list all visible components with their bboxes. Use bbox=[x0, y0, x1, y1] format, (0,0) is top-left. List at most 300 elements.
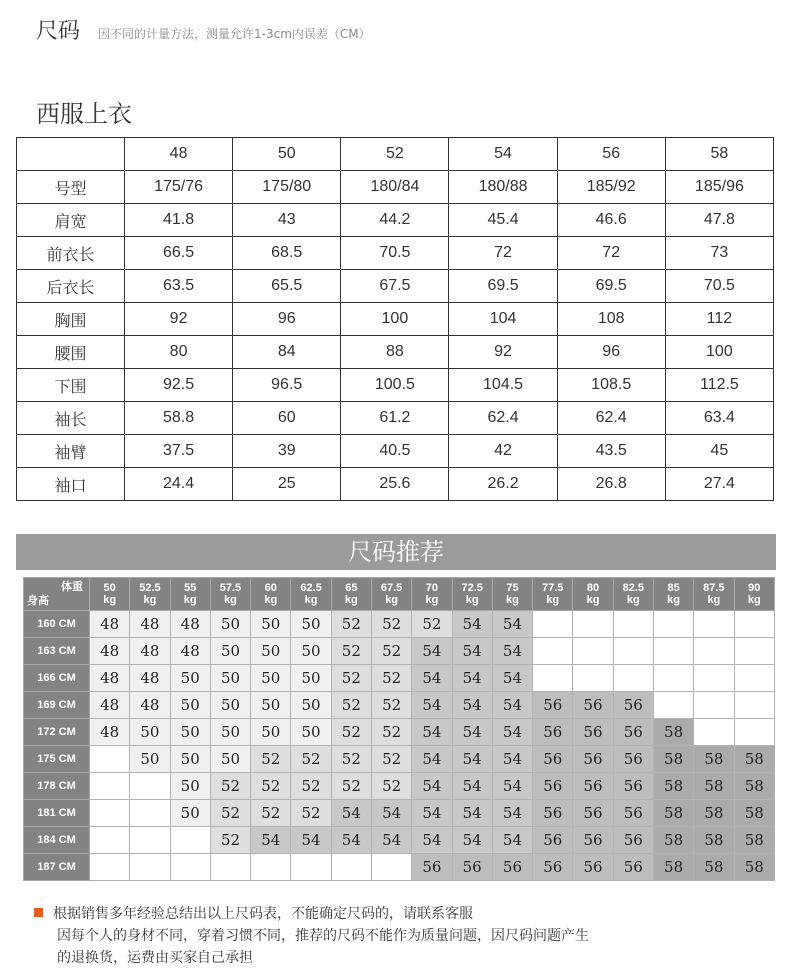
size-table-row bbox=[17, 402, 774, 435]
recommended-size-cell: 54 bbox=[452, 611, 492, 638]
recommend-row bbox=[24, 665, 775, 692]
recommended-size-cell: 56 bbox=[613, 746, 653, 773]
recommended-size-cell: 50 bbox=[291, 611, 331, 638]
empty-cell bbox=[371, 854, 411, 881]
recommended-size-cell: 48 bbox=[90, 692, 130, 719]
weight-value: 57.5 bbox=[219, 582, 242, 594]
empty-cell bbox=[90, 773, 130, 800]
recommended-size-cell: 52 bbox=[210, 827, 250, 854]
size-cell: 40.5 bbox=[341, 435, 449, 468]
size-cell: 100.5 bbox=[341, 369, 449, 402]
recommended-size-cell: 56 bbox=[613, 773, 653, 800]
recommended-size-cell: 48 bbox=[130, 692, 170, 719]
orange-bullet-icon bbox=[34, 908, 43, 917]
recommended-size-cell: 54 bbox=[492, 827, 532, 854]
weight-value: 80 bbox=[586, 582, 600, 594]
recommended-size-cell: 52 bbox=[331, 773, 371, 800]
recommended-size-cell: 54 bbox=[492, 719, 532, 746]
recommend-row bbox=[24, 746, 775, 773]
recommended-size-cell: 52 bbox=[331, 638, 371, 665]
size-cell: 96 bbox=[233, 303, 341, 336]
empty-cell bbox=[573, 665, 613, 692]
empty-cell bbox=[251, 854, 291, 881]
recommended-size-cell: 52 bbox=[251, 800, 291, 827]
recommended-size-cell: 48 bbox=[90, 638, 130, 665]
size-cell: 67.5 bbox=[341, 270, 449, 303]
recommended-size-cell: 54 bbox=[452, 719, 492, 746]
empty-cell bbox=[694, 692, 734, 719]
height-label: 166 CM bbox=[24, 665, 90, 692]
recommended-size-cell: 54 bbox=[492, 746, 532, 773]
size-cell: 100 bbox=[341, 303, 449, 336]
recommended-size-cell: 48 bbox=[170, 611, 210, 638]
recommended-size-cell: 50 bbox=[291, 719, 331, 746]
recommended-size-cell: 50 bbox=[291, 665, 331, 692]
recommended-size-cell: 58 bbox=[694, 800, 734, 827]
header bbox=[0, 0, 790, 60]
recommended-size-cell: 56 bbox=[533, 773, 573, 800]
recommended-size-cell: 54 bbox=[251, 827, 291, 854]
section-title: 西服上衣 bbox=[36, 100, 132, 128]
size-header-corner bbox=[17, 138, 125, 171]
recommended-size-cell: 50 bbox=[251, 665, 291, 692]
recommended-size-cell: 56 bbox=[573, 773, 613, 800]
weight-value: 60 bbox=[264, 582, 277, 594]
size-column-header: 48 bbox=[125, 138, 233, 171]
height-label: 181 CM bbox=[24, 800, 90, 827]
size-cell: 180/88 bbox=[449, 171, 557, 204]
empty-cell bbox=[533, 611, 573, 638]
weight-unit: kg bbox=[183, 594, 197, 606]
recommended-size-cell: 56 bbox=[492, 854, 532, 881]
recommended-size-cell: 54 bbox=[412, 827, 452, 854]
weight-header bbox=[210, 578, 250, 611]
recommended-size-cell: 56 bbox=[533, 746, 573, 773]
recommended-size-cell: 54 bbox=[412, 638, 452, 665]
recommended-size-cell: 54 bbox=[492, 692, 532, 719]
weight-value: 50 bbox=[103, 582, 116, 594]
recommended-size-cell: 52 bbox=[371, 665, 411, 692]
recommended-size-cell: 54 bbox=[331, 800, 371, 827]
weight-value: 65 bbox=[345, 582, 358, 594]
recommended-size-cell: 56 bbox=[613, 854, 653, 881]
recommended-size-cell: 54 bbox=[492, 800, 532, 827]
weight-value: 55 bbox=[184, 582, 197, 594]
empty-cell bbox=[331, 854, 371, 881]
weight-header bbox=[653, 578, 693, 611]
size-row-label: 肩宽 bbox=[17, 204, 125, 237]
size-row-label: 袖长 bbox=[17, 402, 125, 435]
recommended-size-cell: 52 bbox=[371, 773, 411, 800]
size-cell: 104.5 bbox=[449, 369, 557, 402]
recommended-size-cell: 56 bbox=[613, 800, 653, 827]
recommended-size-cell: 48 bbox=[90, 665, 130, 692]
size-cell: 88 bbox=[341, 336, 449, 369]
recommended-size-cell: 56 bbox=[613, 827, 653, 854]
height-label: 187 CM bbox=[24, 854, 90, 881]
size-column-header: 58 bbox=[665, 138, 773, 171]
recommended-size-cell: 50 bbox=[210, 719, 250, 746]
empty-cell bbox=[734, 638, 775, 665]
recommended-size-cell: 54 bbox=[492, 611, 532, 638]
recommended-size-cell: 58 bbox=[653, 719, 693, 746]
empty-cell bbox=[90, 827, 130, 854]
size-row-label: 腰围 bbox=[17, 336, 125, 369]
recommended-size-cell: 54 bbox=[492, 638, 532, 665]
recommended-size-cell: 56 bbox=[533, 854, 573, 881]
height-label: 160 CM bbox=[24, 611, 90, 638]
size-table-row bbox=[17, 171, 774, 204]
recommended-size-cell: 48 bbox=[130, 611, 170, 638]
empty-cell bbox=[90, 854, 130, 881]
weight-header bbox=[694, 578, 734, 611]
empty-cell bbox=[130, 773, 170, 800]
weight-header bbox=[613, 578, 653, 611]
empty-cell bbox=[653, 638, 693, 665]
recommended-size-cell: 56 bbox=[613, 719, 653, 746]
size-cell: 175/76 bbox=[125, 171, 233, 204]
size-cell: 62.4 bbox=[449, 402, 557, 435]
empty-cell bbox=[573, 611, 613, 638]
weight-unit: kg bbox=[667, 594, 680, 606]
size-cell: 39 bbox=[233, 435, 341, 468]
weight-value: 85 bbox=[667, 582, 680, 594]
recommended-size-cell: 54 bbox=[412, 719, 452, 746]
size-cell: 63.4 bbox=[665, 402, 773, 435]
recommended-size-cell: 58 bbox=[653, 854, 693, 881]
empty-cell bbox=[653, 665, 693, 692]
empty-cell bbox=[734, 665, 775, 692]
recommended-size-cell: 56 bbox=[533, 800, 573, 827]
recommended-size-cell: 50 bbox=[170, 746, 210, 773]
size-cell: 72 bbox=[557, 237, 665, 270]
empty-cell bbox=[291, 854, 331, 881]
size-cell: 185/96 bbox=[665, 171, 773, 204]
recommended-size-cell: 50 bbox=[170, 773, 210, 800]
weight-header bbox=[90, 578, 130, 611]
size-cell: 37.5 bbox=[125, 435, 233, 468]
recommended-size-cell: 54 bbox=[452, 773, 492, 800]
size-column-header: 52 bbox=[341, 138, 449, 171]
recommended-size-cell: 48 bbox=[170, 638, 210, 665]
recommended-size-cell: 56 bbox=[573, 692, 613, 719]
weight-header bbox=[371, 578, 411, 611]
empty-cell bbox=[653, 611, 693, 638]
recommended-size-cell: 52 bbox=[331, 665, 371, 692]
size-cell: 43.5 bbox=[557, 435, 665, 468]
weight-unit: kg bbox=[224, 594, 237, 606]
size-table-row bbox=[17, 237, 774, 270]
empty-cell bbox=[613, 665, 653, 692]
size-cell: 45 bbox=[665, 435, 773, 468]
recommended-size-cell: 48 bbox=[90, 719, 130, 746]
weight-value: 67.5 bbox=[380, 582, 403, 594]
size-table-row bbox=[17, 303, 774, 336]
recommended-size-cell: 58 bbox=[653, 773, 693, 800]
size-cell: 69.5 bbox=[557, 270, 665, 303]
size-cell: 46.6 bbox=[557, 204, 665, 237]
size-cell: 96.5 bbox=[233, 369, 341, 402]
size-cell: 112.5 bbox=[665, 369, 773, 402]
size-cell: 25.6 bbox=[341, 468, 449, 501]
size-row-label: 下围 bbox=[17, 369, 125, 402]
recommended-size-cell: 50 bbox=[251, 692, 291, 719]
recommended-size-cell: 58 bbox=[734, 800, 775, 827]
height-label: 184 CM bbox=[24, 827, 90, 854]
empty-cell bbox=[90, 800, 130, 827]
size-cell: 108.5 bbox=[557, 369, 665, 402]
height-axis-label: 身高 bbox=[27, 595, 49, 607]
recommend-row bbox=[24, 827, 775, 854]
empty-cell bbox=[694, 638, 734, 665]
recommended-size-cell: 50 bbox=[291, 692, 331, 719]
weight-unit: kg bbox=[143, 594, 157, 606]
page-title: 尺码 bbox=[36, 19, 81, 44]
size-cell: 44.2 bbox=[341, 204, 449, 237]
empty-cell bbox=[613, 611, 653, 638]
recommended-size-cell: 50 bbox=[210, 746, 250, 773]
size-table-row bbox=[17, 435, 774, 468]
recommended-size-cell: 50 bbox=[130, 719, 170, 746]
weight-header bbox=[734, 578, 775, 611]
recommended-size-cell: 50 bbox=[210, 638, 250, 665]
empty-cell bbox=[533, 638, 573, 665]
height-label: 172 CM bbox=[24, 719, 90, 746]
weight-header bbox=[130, 578, 170, 611]
weight-header bbox=[452, 578, 492, 611]
empty-cell bbox=[734, 692, 775, 719]
weight-header bbox=[573, 578, 613, 611]
recommended-size-cell: 58 bbox=[734, 854, 775, 881]
size-cell: 175/80 bbox=[233, 171, 341, 204]
size-cell: 43 bbox=[233, 204, 341, 237]
size-cell: 41.8 bbox=[125, 204, 233, 237]
recommended-size-cell: 54 bbox=[371, 827, 411, 854]
recommended-size-cell: 54 bbox=[452, 800, 492, 827]
weight-value: 52.5 bbox=[139, 582, 161, 594]
size-cell: 72 bbox=[449, 237, 557, 270]
size-row-label: 胸围 bbox=[17, 303, 125, 336]
recommend-row bbox=[24, 719, 775, 746]
size-cell: 63.5 bbox=[125, 270, 233, 303]
recommended-size-cell: 56 bbox=[533, 692, 573, 719]
size-cell: 84 bbox=[233, 336, 341, 369]
recommended-size-cell: 54 bbox=[412, 746, 452, 773]
size-cell: 65.5 bbox=[233, 270, 341, 303]
empty-cell bbox=[694, 665, 734, 692]
empty-cell bbox=[573, 638, 613, 665]
recommended-size-cell: 56 bbox=[613, 692, 653, 719]
size-row-label: 前衣长 bbox=[17, 237, 125, 270]
footer-line-2: 因每个人的身材不同，穿着习惯不同，推荐的尺码不能作为质量问题，因尺码问题产生 bbox=[57, 928, 589, 944]
weight-unit: kg bbox=[425, 594, 439, 606]
empty-cell bbox=[734, 719, 775, 746]
recommend-row bbox=[24, 854, 775, 881]
weight-unit: kg bbox=[344, 594, 358, 606]
empty-cell bbox=[653, 692, 693, 719]
recommended-size-cell: 56 bbox=[452, 854, 492, 881]
recommended-size-cell: 48 bbox=[130, 638, 170, 665]
size-cell: 26.2 bbox=[449, 468, 557, 501]
empty-cell bbox=[170, 854, 210, 881]
weight-unit: kg bbox=[747, 594, 761, 606]
size-table-row bbox=[17, 204, 774, 237]
size-cell: 69.5 bbox=[449, 270, 557, 303]
size-cell: 42 bbox=[449, 435, 557, 468]
recommended-size-cell: 52 bbox=[291, 773, 331, 800]
empty-cell bbox=[734, 611, 775, 638]
size-column-header: 56 bbox=[557, 138, 665, 171]
size-cell: 27.4 bbox=[665, 468, 773, 501]
recommended-size-cell: 54 bbox=[452, 746, 492, 773]
size-cell: 70.5 bbox=[341, 237, 449, 270]
footer-notice bbox=[34, 903, 774, 969]
recommended-size-cell: 50 bbox=[170, 719, 210, 746]
recommended-size-cell: 50 bbox=[210, 665, 250, 692]
height-label: 163 CM bbox=[24, 638, 90, 665]
weight-unit: kg bbox=[465, 594, 479, 606]
recommend-row bbox=[24, 692, 775, 719]
recommended-size-cell: 54 bbox=[412, 692, 452, 719]
size-column-header: 50 bbox=[233, 138, 341, 171]
recommend-row bbox=[24, 773, 775, 800]
recommended-size-cell: 50 bbox=[291, 638, 331, 665]
size-cell: 104 bbox=[449, 303, 557, 336]
weight-header bbox=[492, 578, 532, 611]
recommended-size-cell: 52 bbox=[371, 638, 411, 665]
recommended-size-cell: 54 bbox=[291, 827, 331, 854]
recommended-size-cell: 54 bbox=[412, 665, 452, 692]
recommended-size-cell: 50 bbox=[251, 719, 291, 746]
empty-cell bbox=[130, 827, 170, 854]
recommended-size-cell: 50 bbox=[130, 746, 170, 773]
size-cell: 60 bbox=[233, 402, 341, 435]
recommended-size-cell: 54 bbox=[412, 773, 452, 800]
measurement-note: 因不同的计量方法，测量允许1-3cm内误差（CM） bbox=[98, 27, 371, 41]
size-cell: 68.5 bbox=[233, 237, 341, 270]
recommended-size-cell: 54 bbox=[452, 827, 492, 854]
size-cell: 73 bbox=[665, 237, 773, 270]
weight-unit: kg bbox=[506, 594, 519, 606]
size-row-label: 袖口 bbox=[17, 468, 125, 501]
size-table-row bbox=[17, 336, 774, 369]
size-cell: 92.5 bbox=[125, 369, 233, 402]
recommended-size-cell: 54 bbox=[412, 800, 452, 827]
size-cell: 92 bbox=[125, 303, 233, 336]
height-label: 169 CM bbox=[24, 692, 90, 719]
recommended-size-cell: 58 bbox=[734, 827, 775, 854]
footer-line-3: 的退换货，运费由买家自己承担 bbox=[57, 950, 253, 966]
size-cell: 180/84 bbox=[341, 171, 449, 204]
weight-unit: kg bbox=[707, 594, 721, 606]
weight-header bbox=[251, 578, 291, 611]
footer-line-1: 根据销售多年经验总结出以上尺码表，不能确定尺码的，请联系客服 bbox=[53, 906, 473, 922]
weight-value: 72.5 bbox=[461, 582, 483, 594]
weight-unit: kg bbox=[264, 594, 278, 606]
recommended-size-cell: 48 bbox=[90, 611, 130, 638]
size-cell: 70.5 bbox=[665, 270, 773, 303]
recommended-size-cell: 52 bbox=[412, 611, 452, 638]
recommended-size-cell: 56 bbox=[533, 719, 573, 746]
empty-cell bbox=[170, 827, 210, 854]
recommended-size-cell: 50 bbox=[210, 692, 250, 719]
size-table-row bbox=[17, 369, 774, 402]
size-cell: 92 bbox=[449, 336, 557, 369]
weight-header bbox=[533, 578, 573, 611]
size-chart-table bbox=[16, 137, 774, 501]
recommend-banner: 尺码推荐 bbox=[16, 534, 776, 570]
empty-cell bbox=[130, 800, 170, 827]
size-cell: 45.4 bbox=[449, 204, 557, 237]
size-row-label: 袖臂 bbox=[17, 435, 125, 468]
empty-cell bbox=[130, 854, 170, 881]
recommended-size-cell: 48 bbox=[130, 665, 170, 692]
empty-cell bbox=[90, 746, 130, 773]
weight-unit: kg bbox=[626, 594, 640, 606]
recommended-size-cell: 58 bbox=[694, 827, 734, 854]
recommended-size-cell: 52 bbox=[331, 692, 371, 719]
recommended-size-cell: 52 bbox=[291, 746, 331, 773]
recommended-size-cell: 52 bbox=[331, 719, 371, 746]
recommended-size-cell: 54 bbox=[371, 800, 411, 827]
size-row-label: 后衣长 bbox=[17, 270, 125, 303]
size-row-label: 号型 bbox=[17, 171, 125, 204]
empty-cell bbox=[613, 638, 653, 665]
size-cell: 100 bbox=[665, 336, 773, 369]
empty-cell bbox=[694, 611, 734, 638]
recommended-size-cell: 56 bbox=[573, 827, 613, 854]
size-header-row bbox=[17, 138, 774, 171]
weight-header bbox=[331, 578, 371, 611]
recommended-size-cell: 50 bbox=[170, 665, 210, 692]
recommended-size-cell: 58 bbox=[653, 827, 693, 854]
recommended-size-cell: 54 bbox=[331, 827, 371, 854]
size-cell: 66.5 bbox=[125, 237, 233, 270]
recommended-size-cell: 52 bbox=[371, 611, 411, 638]
size-cell: 108 bbox=[557, 303, 665, 336]
recommend-row bbox=[24, 800, 775, 827]
recommended-size-cell: 54 bbox=[452, 692, 492, 719]
size-cell: 47.8 bbox=[665, 204, 773, 237]
recommended-size-cell: 54 bbox=[452, 665, 492, 692]
recommended-size-cell: 52 bbox=[331, 611, 371, 638]
header-corner bbox=[24, 578, 90, 611]
weight-header-row bbox=[24, 578, 775, 611]
size-table-row bbox=[17, 270, 774, 303]
recommended-size-cell: 52 bbox=[210, 800, 250, 827]
weight-value: 62.5 bbox=[300, 582, 322, 594]
recommend-row bbox=[24, 611, 775, 638]
size-cell: 24.4 bbox=[125, 468, 233, 501]
weight-value: 77.5 bbox=[542, 582, 564, 594]
height-label: 178 CM bbox=[24, 773, 90, 800]
size-cell: 80 bbox=[125, 336, 233, 369]
recommended-size-cell: 58 bbox=[653, 800, 693, 827]
weight-value: 82.5 bbox=[622, 582, 644, 594]
weight-unit: kg bbox=[103, 594, 117, 606]
size-cell: 62.4 bbox=[557, 402, 665, 435]
weight-value: 75 bbox=[506, 582, 519, 594]
weight-unit: kg bbox=[385, 594, 399, 606]
recommended-size-cell: 52 bbox=[251, 746, 291, 773]
recommended-size-cell: 50 bbox=[170, 692, 210, 719]
weight-unit: kg bbox=[304, 594, 318, 606]
recommended-size-cell: 50 bbox=[251, 611, 291, 638]
recommended-size-cell: 52 bbox=[371, 719, 411, 746]
weight-header bbox=[412, 578, 452, 611]
size-cell: 185/92 bbox=[557, 171, 665, 204]
recommended-size-cell: 58 bbox=[694, 854, 734, 881]
